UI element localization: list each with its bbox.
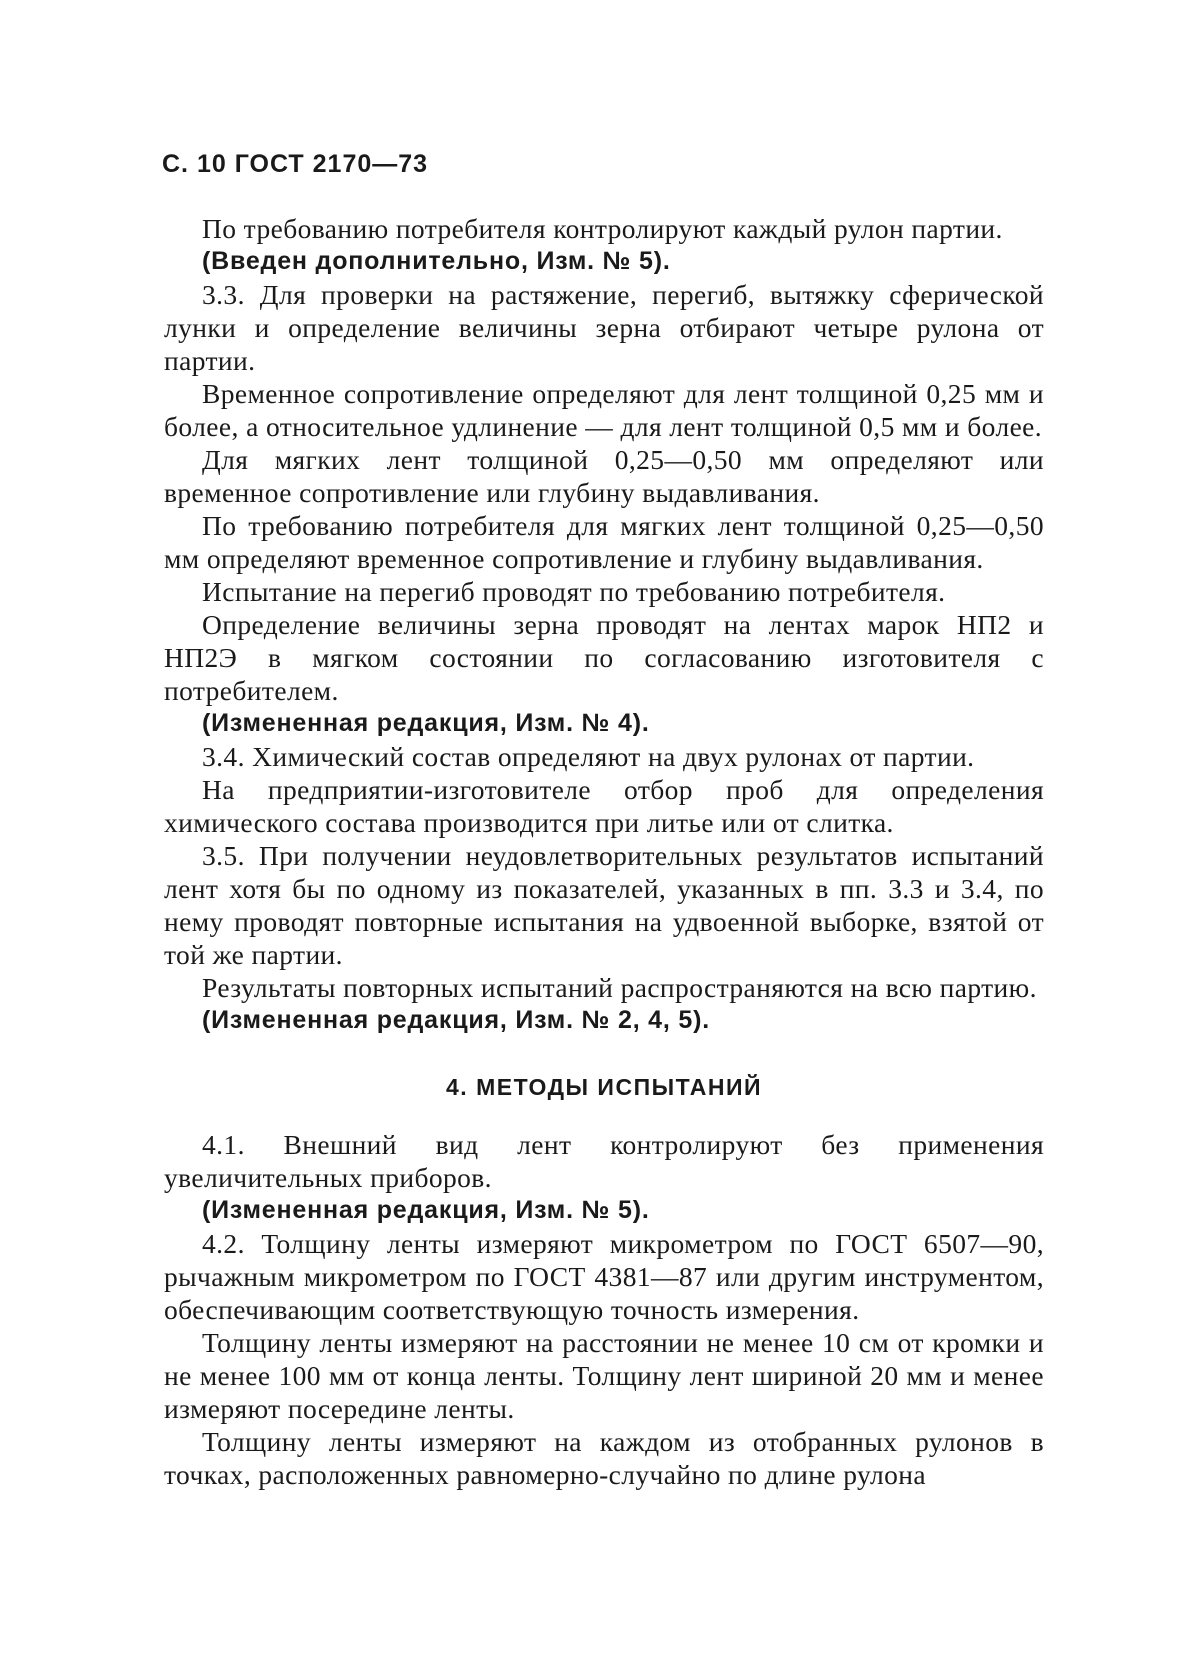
paragraph: Временное сопротивление определяют для лент толщиной 0,25 мм и более, а относительное удлинение — для лент толщиной 0,5 мм и более. xyxy=(164,378,1044,442)
amendment-note: (Введен дополнительно, Изм. № 5). xyxy=(202,247,671,275)
paragraph: Для мягких лент толщиной 0,25—0,50 мм определяют или временное сопротивление или глубину выдавливания. xyxy=(164,444,1044,508)
paragraph: Толщину ленты измеряют на расстоянии не менее 10 см от кромки и не менее 100 мм от конца ленты. Толщину лент шириной 20 мм и менее измеряют посередине ленты. xyxy=(164,1327,1044,1424)
amendment-note: (Измененная редакция, Изм. № 5). xyxy=(202,1196,650,1224)
running-header: С. 10 ГОСТ 2170—73 xyxy=(162,150,429,178)
clause-3-4: 3.4. Химический состав определяют на двух рулонах от партии. xyxy=(202,741,975,772)
paragraph: По требованию потребителя для мягких лент толщиной 0,25—0,50 мм определяют временное сопротивление и глубину выдавливания. xyxy=(164,510,1044,574)
paragraph: Испытание на перегиб проводят по требованию потребителя. xyxy=(202,576,946,607)
amendment-note: (Измененная редакция, Изм. № 2, 4, 5). xyxy=(202,1006,710,1034)
paragraph: Толщину ленты измеряют на каждом из отобранных рулонов в точках, расположенных равномерно-случайно по длине рулона xyxy=(164,1426,1044,1490)
clause-3-3: 3.3. Для проверки на растяжение, перегиб, вытяжку сферической лунки и определение величины зерна отбирают четыре рулона от партии. xyxy=(164,279,1044,376)
paragraph: По требованию потребителя контролируют каждый рулон партии. xyxy=(202,213,1003,244)
clause-4-1: 4.1. Внешний вид лент контролируют без применения увеличительных приборов. xyxy=(164,1129,1044,1193)
clause-4-2: 4.2. Толщину ленты измеряют микрометром по ГОСТ 6507—90, рычажным микрометром по ГОСТ 4381—87 или другим инструментом, обеспечивающим соответствующую точность измерения. xyxy=(164,1228,1044,1325)
clause-3-5: 3.5. При получении неудовлетворительных результатов испытаний лент хотя бы по одному из показателей, указанных в пп. 3.3 и 3.4, по нему проводят повторные испытания на удвоенной выборке, взятой от той же партии. xyxy=(164,840,1044,970)
paragraph: Результаты повторных испытаний распространяются на всю партию. xyxy=(202,972,1037,1003)
document-body xyxy=(164,212,1044,1491)
paragraph: На предприятии-изготовителе отбор проб для определения химического состава производится при литье или от слитка. xyxy=(164,774,1044,838)
section-heading: 4. МЕТОДЫ ИСПЫТАНИЙ xyxy=(446,1074,762,1100)
amendment-note: (Измененная редакция, Изм. № 4). xyxy=(202,709,650,737)
paragraph: Определение величины зерна проводят на лентах марок НП2 и НП2Э в мягком состоянии по согласованию изготовителя с потребителем. xyxy=(164,609,1044,706)
